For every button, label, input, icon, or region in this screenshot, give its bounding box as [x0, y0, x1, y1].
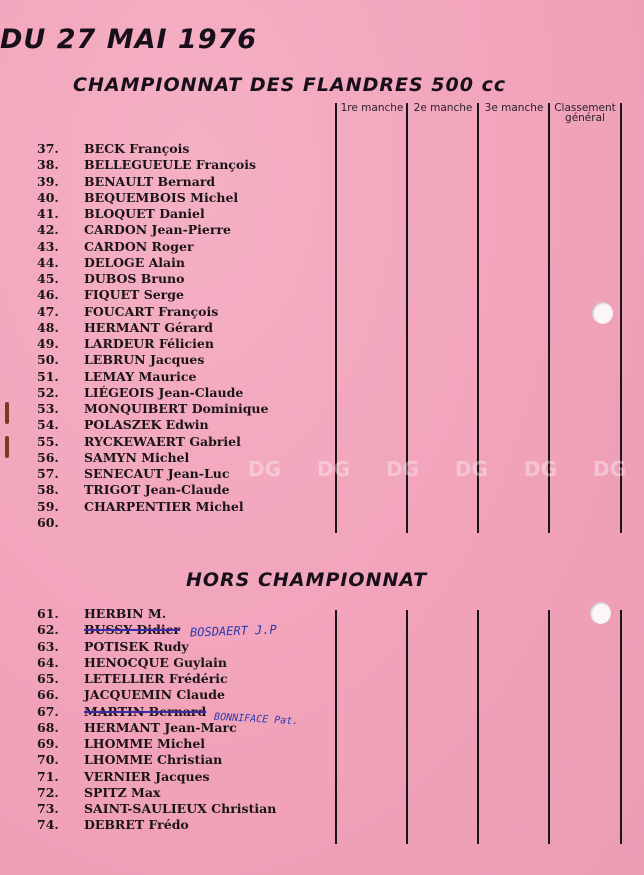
- watermark-text: DG: [247, 457, 282, 481]
- rider-number: 39.: [37, 173, 59, 189]
- column-rule: [620, 610, 622, 844]
- column-rule: [477, 610, 479, 844]
- rider-name: BECK François: [84, 141, 190, 156]
- rider-name: HERMANT Gérard: [84, 319, 213, 335]
- punch-hole: [590, 602, 611, 624]
- rider-number: 61.: [37, 606, 59, 621]
- watermark-text: DG: [385, 457, 420, 481]
- rider-name: BLOQUET Daniel: [84, 206, 205, 221]
- watermark-text: DG: [316, 457, 351, 481]
- rider-number: 37.: [37, 141, 59, 156]
- rider-name: SAMYN Michel: [84, 449, 190, 465]
- rider-number: 53.: [37, 401, 59, 416]
- rider-number: 64.: [37, 654, 59, 670]
- rider-number: 67.: [37, 703, 59, 719]
- rider-name: TRIGOT Jean-Claude: [84, 482, 230, 498]
- rider-number: 56.: [37, 449, 59, 465]
- rider-number: 46.: [37, 287, 59, 303]
- rider-name: CARDON Jean-Pierre: [84, 222, 232, 238]
- rider-number: 40.: [37, 189, 59, 205]
- rider-name: MARTIN Bernard: [84, 703, 207, 719]
- staple-mark: [5, 436, 9, 458]
- rider-number: 54.: [37, 417, 59, 433]
- column-rule: [335, 610, 337, 844]
- rider-name: LARDEUR Félicien: [84, 336, 214, 351]
- rider-name: HERMANT Jean-Marc: [84, 719, 237, 735]
- handwritten-note-67: BONNIFACE Pat.: [213, 711, 299, 728]
- column-header-classement-line2: général: [565, 112, 605, 124]
- page-title: DU 27 MAI 1976: [0, 24, 258, 55]
- rider-number: 68.: [37, 719, 59, 735]
- rider-name: BENAULT Bernard: [84, 173, 216, 189]
- column-rule: [406, 610, 408, 844]
- rider-number: 66.: [37, 687, 59, 703]
- rider-number: 42.: [37, 222, 59, 238]
- rider-name: BUSSY Didier: [84, 622, 181, 638]
- rider-number: 74.: [37, 817, 59, 833]
- rider-name: DELOGE Alain: [84, 254, 185, 270]
- rider-name: POLASZEK Edwin: [84, 417, 209, 433]
- rider-name: CARDON Roger: [84, 238, 194, 254]
- rider-name: LEMAY Maurice: [84, 368, 197, 384]
- rider-name: HENOCQUE Guylain: [84, 654, 227, 670]
- section-title-hors-championnat: HORS CHAMPIONNAT: [186, 569, 428, 591]
- section-title-championnat: CHAMPIONNAT DES FLANDRES 500 cc: [73, 74, 507, 96]
- rider-name: FOUCART François: [84, 303, 219, 319]
- rider-number: 52.: [37, 384, 59, 400]
- column-rule: [548, 610, 550, 844]
- rider-number: 45.: [37, 271, 59, 286]
- rider-number: 65.: [37, 671, 59, 686]
- rider-number: 50.: [37, 352, 59, 368]
- watermark-text: DG: [523, 457, 558, 481]
- rider-number: 38.: [37, 157, 59, 173]
- watermark-text: DG: [592, 457, 627, 481]
- rider-number: 69.: [37, 736, 59, 751]
- rider-name: JACQUEMIN Claude: [84, 687, 225, 703]
- rider-number: 59.: [37, 498, 59, 514]
- rider-name: VERNIER Jacques: [84, 768, 210, 784]
- rider-name: FIQUET Serge: [84, 287, 184, 303]
- rider-number: 51.: [37, 368, 59, 384]
- rider-name: SAINT-SAULIEUX Christian: [84, 801, 277, 816]
- rider-name: DUBOS Bruno: [84, 271, 185, 286]
- punch-hole: [592, 302, 613, 324]
- rider-number: 55.: [37, 433, 59, 449]
- rider-number: 49.: [37, 336, 59, 351]
- rider-name: SENECAUT Jean-Luc: [84, 466, 230, 481]
- rider-number: 70.: [37, 752, 59, 768]
- rider-number: 44.: [37, 254, 59, 270]
- handwritten-note-62: BOSDAERT J.P: [189, 622, 277, 640]
- rider-name: BEQUEMBOIS Michel: [84, 189, 239, 205]
- rider-name: RYCKEWAERT Gabriel: [84, 433, 241, 449]
- rider-number: 57.: [37, 466, 59, 481]
- rider-name: LIÉGEOIS Jean-Claude: [84, 384, 244, 400]
- rider-name: MONQUIBERT Dominique: [84, 401, 269, 416]
- rider-number: 72.: [37, 784, 59, 800]
- column-header-manche2: 2e manche: [413, 102, 473, 114]
- rider-name: BELLEGUEULE François: [84, 157, 257, 173]
- rider-number: 73.: [37, 801, 59, 816]
- rider-number: 63.: [37, 638, 59, 654]
- rider-name: CHARPENTIER Michel: [84, 498, 244, 514]
- rider-number: 48.: [37, 319, 59, 335]
- rider-name: LHOMME Christian: [84, 752, 223, 768]
- rider-name: POTISEK Rudy: [84, 638, 189, 654]
- rider-number: 58.: [37, 482, 59, 498]
- column-header-classement: [550, 103, 620, 123]
- rider-number: 62.: [37, 622, 59, 638]
- rider-number: 60.: [37, 514, 59, 530]
- rider-name: LETELLIER Frédéric: [84, 671, 228, 686]
- staple-mark: [5, 402, 9, 424]
- rider-name: SPITZ Max: [84, 784, 161, 800]
- column-header-manche1: 1re manche: [340, 102, 404, 114]
- watermark: [230, 440, 644, 498]
- column-header-classement-line1: Classement: [554, 102, 616, 114]
- rider-number: 43.: [37, 238, 59, 254]
- rider-number: 71.: [37, 768, 59, 784]
- rider-name: LHOMME Michel: [84, 736, 206, 751]
- column-header-manche3: 3e manche: [484, 102, 544, 114]
- rider-number: 41.: [37, 206, 59, 221]
- rider-name: LEBRUN Jacques: [84, 352, 205, 368]
- rider-name: DEBRET Frédo: [84, 817, 189, 833]
- rider-number: 47.: [37, 303, 59, 319]
- rider-name: HERBIN M.: [84, 606, 167, 621]
- watermark-text: DG: [454, 457, 489, 481]
